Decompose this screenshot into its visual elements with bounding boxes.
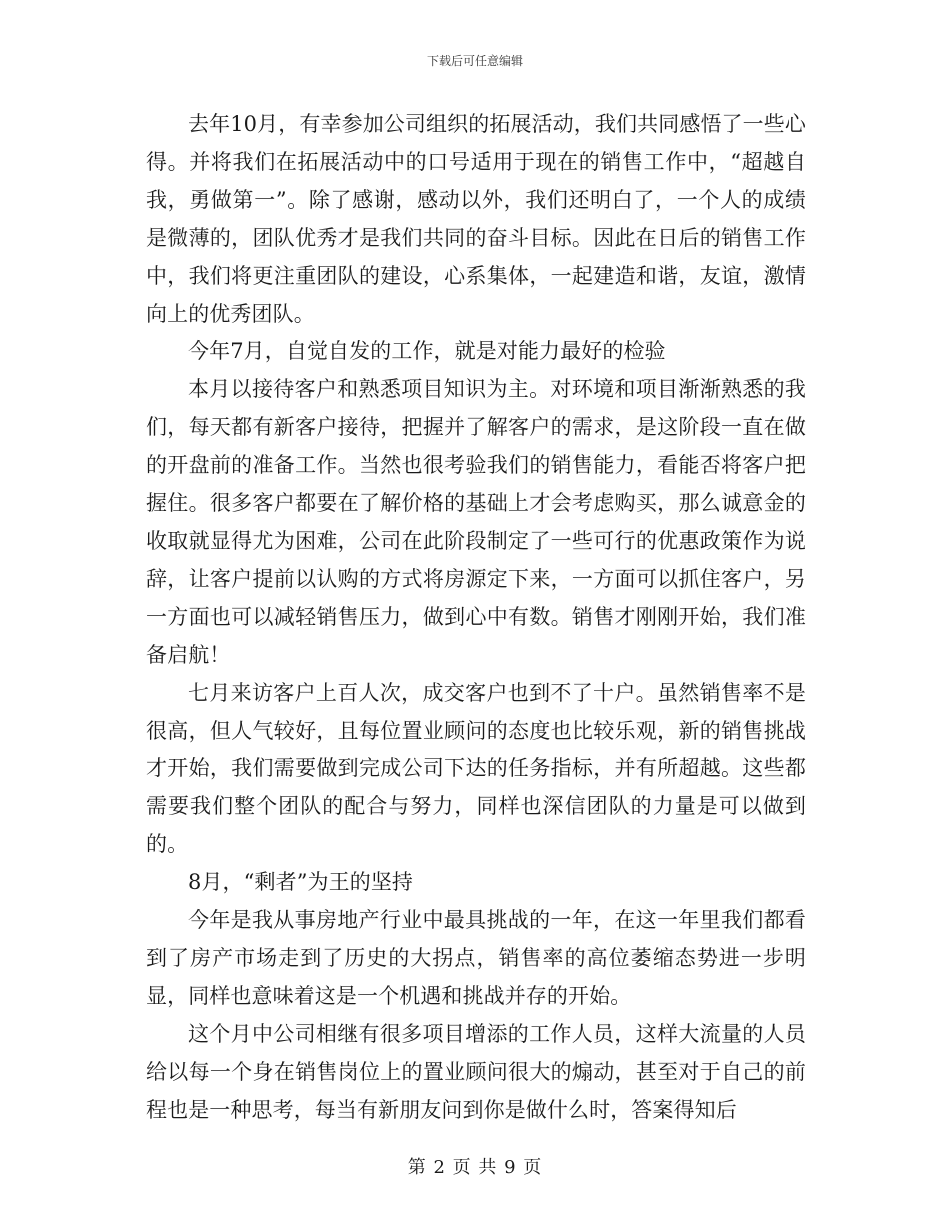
paragraph: 本月以接待客户和熟悉项目知识为主。对环境和项目渐渐熟悉的我们，每天都有新客户接待，把握并了解客户的需求，是这阶段一直在做的开盘前的准备工作。当然也很考验我们的销售能力，看能否将客户把握住。很多客户都要在了解价格的基础上才会考虑购买，那么诚意金的收取就显得尤为困难，公司在此阶段制定了一些可行的优惠政策作为说辞，让客户提前以认购的方式将房源定下来，一方面可以抓住客户，另一方面也可以减轻销售压力，做到心中有数。销售才刚刚开始，我们准备启航！ <box>146 377 806 667</box>
paragraph: 这个月中公司相继有很多项目增添的工作人员，这样大流量的人员给以每一个身在销售岗位上的置业顾问很大的煽动，甚至对于自己的前程也是一种思考，每当有新朋友问到你是做什么时，答案得知后 <box>146 1021 806 1122</box>
header-note: 下载后可任意编辑 <box>426 54 523 68</box>
section-heading: 今年7月，自觉自发的工作，就是对能力最好的检验 <box>188 339 666 364</box>
page-number: 第 2 页 共 9 页 <box>407 1157 543 1178</box>
paragraph: 今年是我从事房地产行业中最具挑战的一年，在这一年里我们都看到了房产市场走到了历史的大拐点，销售率的高位萎缩态势进一步明显，同样也意味着这是一个机遇和挑战并存的开始。 <box>146 908 806 1008</box>
paragraph: 去年10月，有幸参加公司组织的拓展活动，我们共同感悟了一些心得。并将我们在拓展活动中的口号适用于现在的销售工作中，“超越自我，勇做第一”。除了感谢，感动以外，我们还明白了，一个人的成绩是微薄的，团队优秀才是我们共同的奋斗目标。因此在日后的销售工作中，我们将更注重团队的建设，心系集体，一起建造和谐，友谊，激情向上的优秀团队。 <box>146 112 806 326</box>
paragraph: 七月来访客户上百人次，成交客户也到不了十户。虽然销售率不是很高，但人气较好，且每位置业顾问的态度也比较乐观，新的销售挑战才开始，我们需要做到完成公司下达的任务指标，并有所超越。这些都需要我们整个团队的配合与努力，同样也深信团队的力量是可以做到的。 <box>146 680 806 857</box>
section-heading: 8月，“剩者”为王的坚持 <box>188 870 414 895</box>
body-text <box>146 106 806 1129</box>
